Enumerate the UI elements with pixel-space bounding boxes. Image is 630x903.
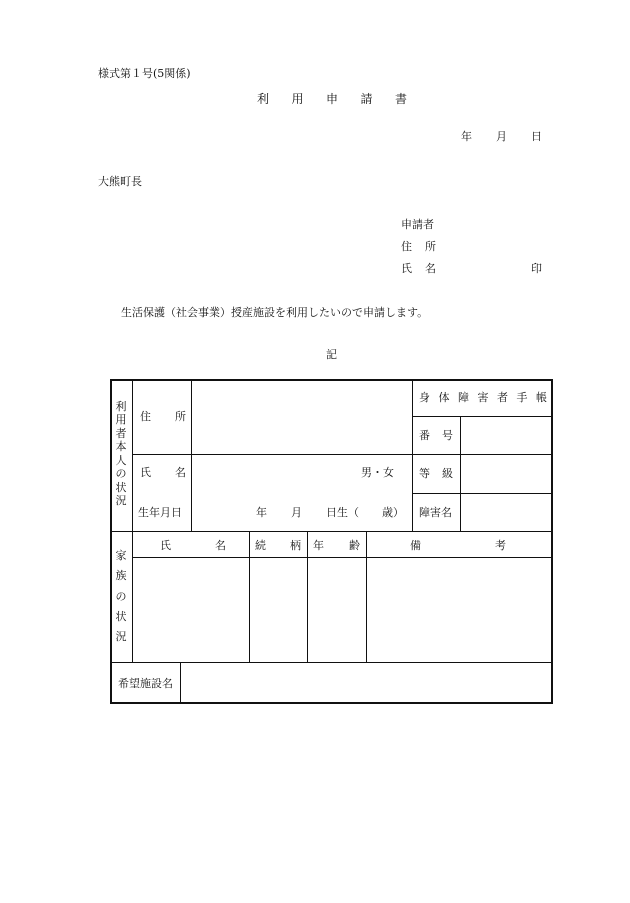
addressee: 大熊町長 [98, 175, 142, 188]
ki-mark: 記 [326, 348, 337, 361]
application-statement: 生活保護（社会事業）授産施設を利用したいので申請します。 [121, 306, 429, 319]
family-age-header: 年 齢 [313, 539, 360, 552]
family-relation-header: 続 柄 [255, 539, 301, 552]
applicant-address-label: 住 所 [401, 240, 436, 253]
title-char: 請 [360, 92, 373, 106]
applicant-label: 申請者 [401, 218, 434, 231]
form-number: 様式第１号(5関係) [98, 67, 191, 80]
title-char: 用 [291, 92, 304, 106]
applicant-name-label: 氏 名 [401, 262, 436, 275]
date-year: 年 [461, 130, 472, 143]
date-day: 日 [531, 130, 542, 143]
birth-day-age: 日生（ [326, 506, 359, 519]
birth-date-label: 生年月日 [138, 506, 182, 519]
seal-mark: 印 [531, 262, 542, 275]
family-remarks-header: 備 考 [410, 539, 506, 552]
table-address-label: 住 所 [140, 410, 186, 423]
desired-facility-label: 希望施設名 [118, 677, 173, 690]
disability-handbook-header: 身 体 障 害 者 手 帳 [419, 391, 547, 404]
gender-choice: 男・女 [361, 466, 394, 479]
family-name-header: 氏 名 [160, 539, 226, 552]
handbook-number-label: 番 号 [419, 429, 453, 442]
section-family-status-label: 家 族 の 状 況 [115, 549, 127, 643]
title-char: 利 [257, 92, 270, 106]
handbook-grade-label: 等 級 [419, 467, 453, 480]
title-char: 書 [394, 92, 407, 106]
title-char: 申 [325, 92, 338, 106]
age-unit: 歳） [382, 506, 404, 519]
disability-name-label: 障害名 [419, 506, 452, 519]
section-applicant-status-label: 利 用 者 本 人 の 状 況 [115, 400, 127, 507]
birth-year: 年 [256, 506, 267, 519]
birth-month: 月 [291, 506, 302, 519]
table-name-label: 氏 名 [140, 466, 186, 479]
document-title [257, 93, 407, 105]
date-month: 月 [496, 130, 507, 143]
